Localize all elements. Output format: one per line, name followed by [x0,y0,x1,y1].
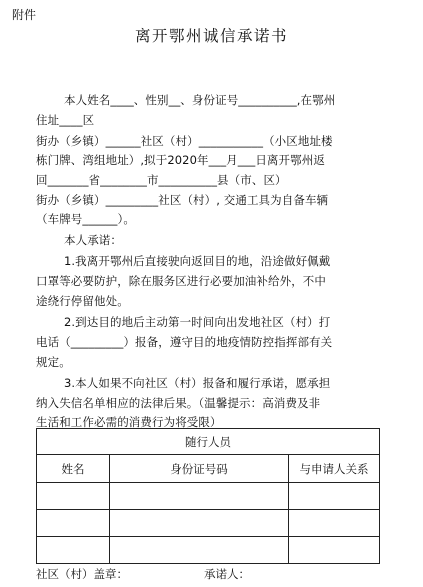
companion-name-cell[interactable] [37,483,110,510]
pledge-line-15: 3.本人如果不向社区（村）报备和履行承诺，愿承担 [64,376,331,390]
pledge-line-5: 回_______省________市__________县（市、区） [36,173,287,187]
pledge-line-14: 规定。 [36,355,71,369]
pledge-line-7: （车牌号______）。 [36,212,135,226]
table-row [37,510,380,537]
pledge-line-9: 1.我离开鄂州后直接驶向返回目的地，沿途做好佩戴 [64,254,331,268]
pledge-line-13: 电话（_________）报备，遵守目的地疫情防控指挥部有关 [36,335,333,349]
pledge-line-16: 纳入失信名单相应的法律后果。（温馨提示：高消费及非 [36,396,321,410]
pledge-line-1: 本人姓名____、性别__、身份证号__________,在鄂州 [64,93,336,107]
table-row [37,483,380,510]
companion-relationship-cell[interactable] [289,510,380,537]
community-seal-label: 社区（村）盖章： [36,567,128,581]
companion-table-title: 随行人员 [37,429,380,455]
table-row [37,537,380,564]
pledge-line-11: 途绕行停留他处。 [36,294,129,308]
pledge-line-2: 住址____区 [36,113,95,127]
column-id-number: 身份证号码 [110,455,289,483]
column-relationship: 与申请人关系 [289,455,380,483]
companion-table [36,428,380,564]
pledge-line-12: 2.到达目的地后主动第一时间向出发地社区（村）打 [64,315,331,329]
pledge-line-4: 栋门牌、湾组地址）,拟于2020年___月___日离开鄂州返 [36,153,325,167]
companion-table-header [37,455,380,483]
commitment-heading: 本人承诺： [64,233,122,247]
companion-name-cell[interactable] [37,510,110,537]
companion-relationship-cell[interactable] [289,537,380,564]
companion-table-title-row [37,429,380,455]
companion-name-cell[interactable] [37,537,110,564]
pledge-line-6: 街办（乡镇）_________社区（村）, 交通工具为自备车辆 [36,193,329,207]
companion-id-cell[interactable] [110,537,289,564]
companion-id-cell[interactable] [110,510,289,537]
pledge-line-10: 口罩等必要防护，除在服务区进行必要加油补给外，不中 [36,274,326,288]
companion-relationship-cell[interactable] [289,483,380,510]
document-title: 离开鄂州诚信承诺书 [134,27,288,45]
companion-id-cell[interactable] [110,483,289,510]
column-name: 姓名 [37,455,110,483]
promisor-label: 承诺人： [204,567,250,581]
pledge-line-17: 生活和工作必需的消费行为将受限） [36,415,222,429]
attachment-label: 附件 [12,8,37,22]
pledge-line-3: 街办（乡镇）______社区（村）___________（小区地址楼 [36,134,333,148]
